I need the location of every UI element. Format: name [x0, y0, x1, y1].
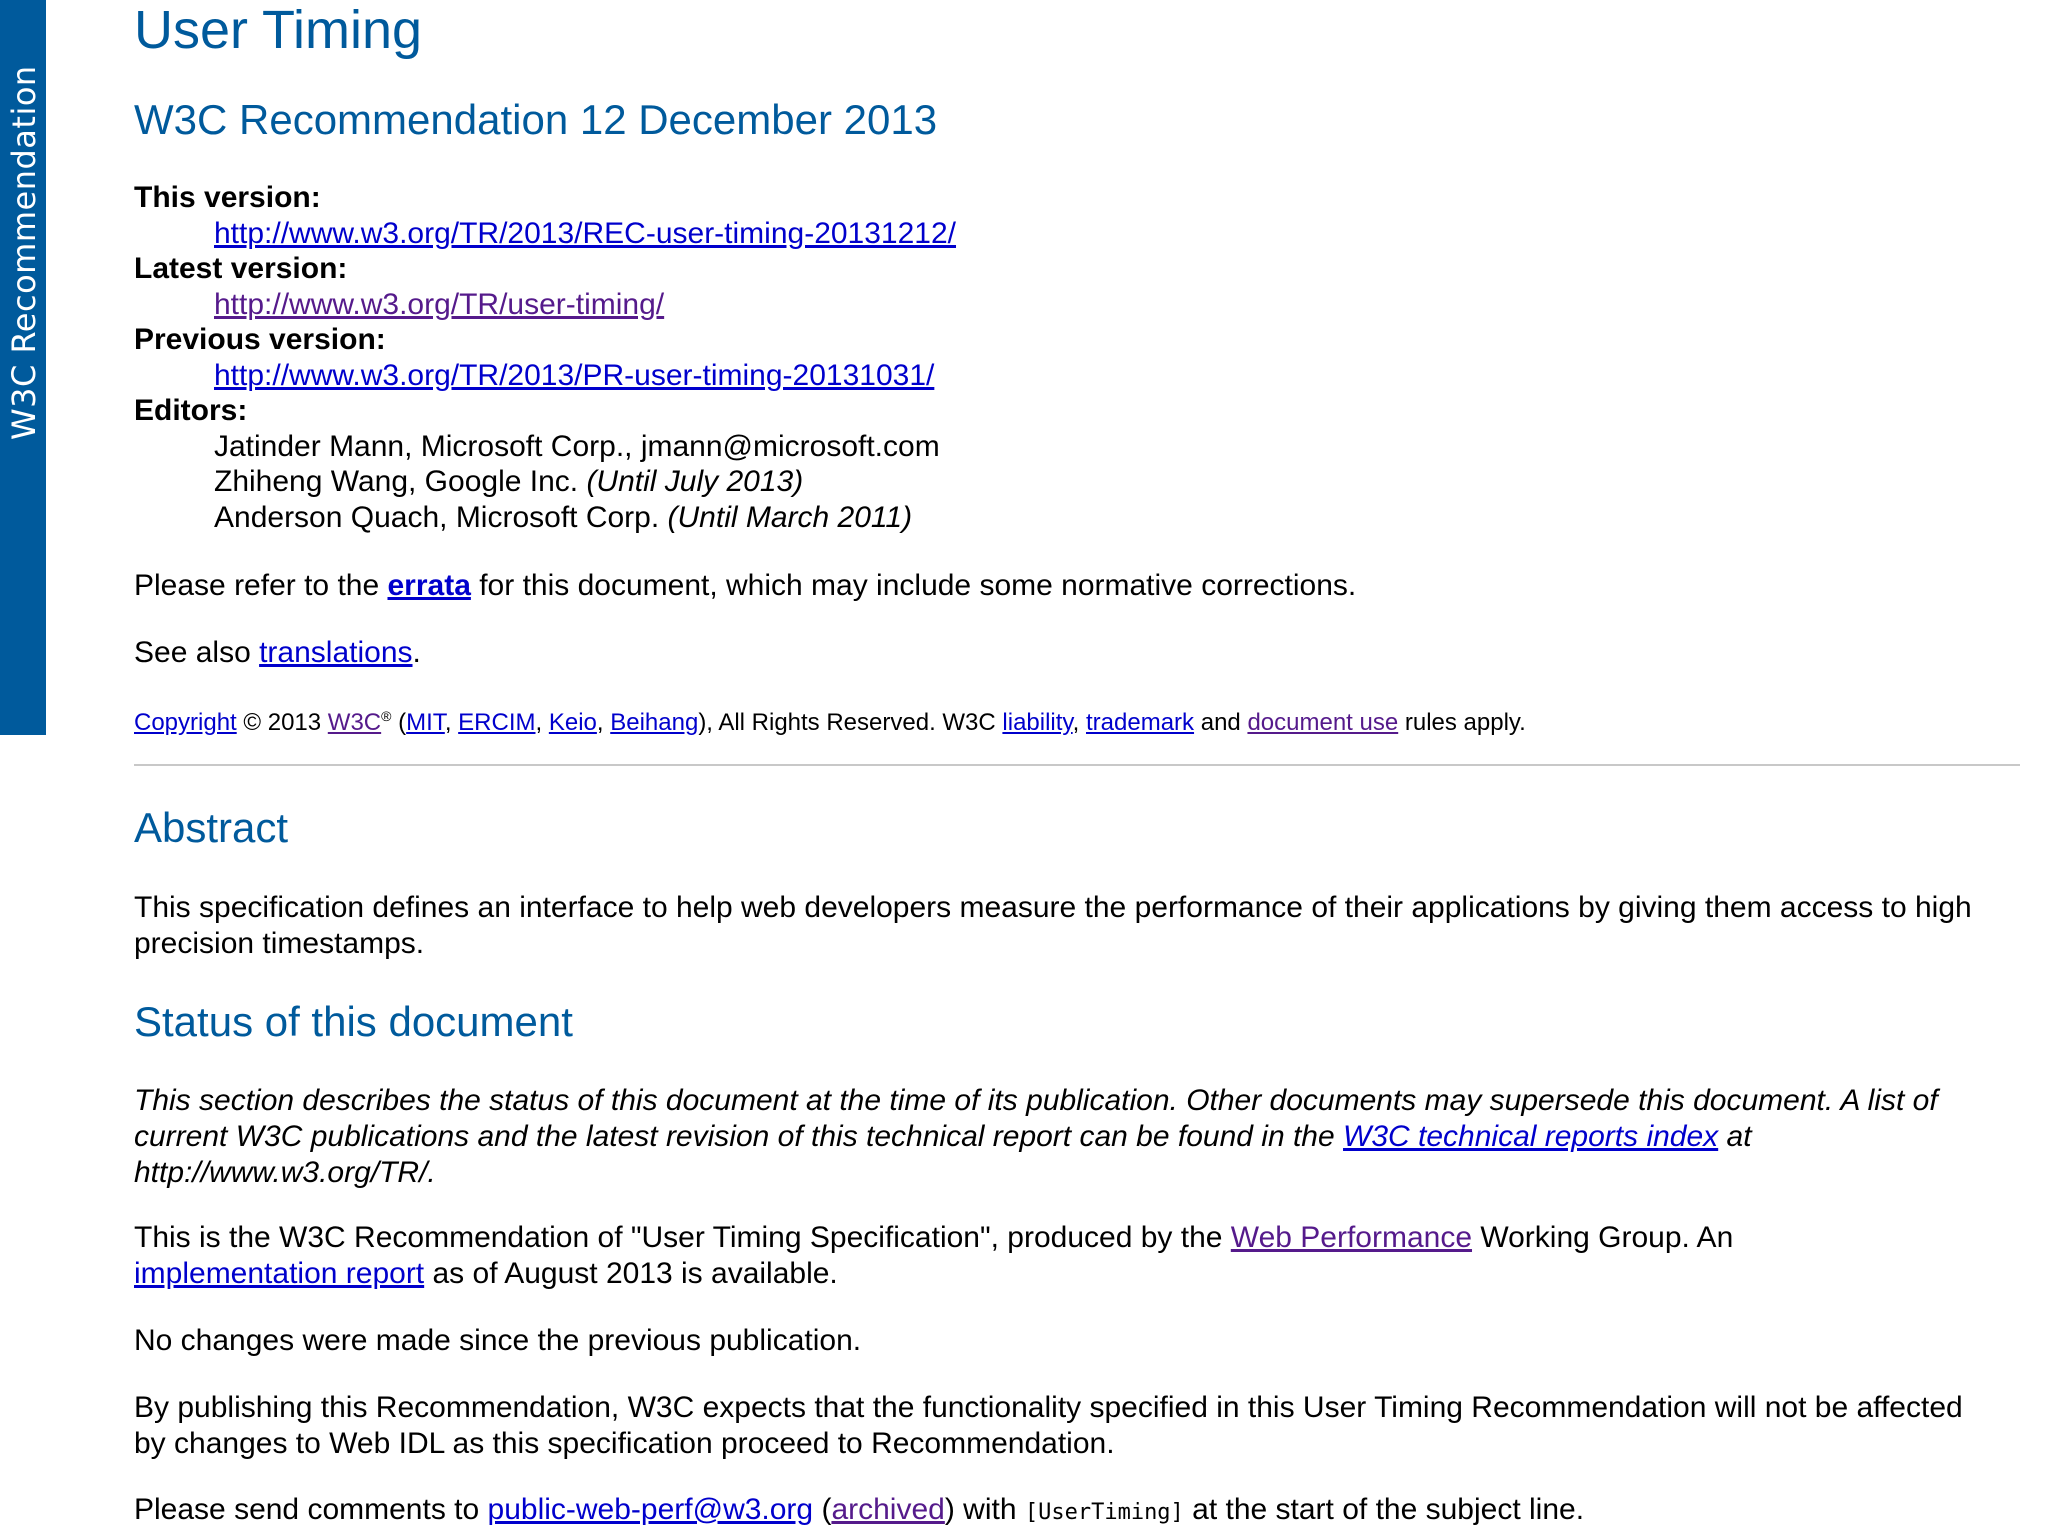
copyright-separator: , [596, 709, 611, 736]
comments-email-link[interactable]: public-web-perf@w3.org [487, 1493, 814, 1526]
latest-version-link[interactable]: http://www.w3.org/TR/user-timing/ [214, 287, 665, 321]
editor-name: Jatinder Mann, Microsoft Corp., jmann@microsoft.com [214, 429, 940, 463]
abstract-text: This specification defines an interface to help web developers measure the performance of their applications by giving them access to high precision timestamps. [134, 891, 1972, 960]
editor-item [214, 464, 1934, 500]
abstract-heading: Abstract [134, 804, 289, 851]
copyright-separator: , [444, 709, 459, 736]
section-divider [134, 764, 2020, 766]
comments-paren: ( [813, 1493, 832, 1526]
copyright-end-text: rules apply. [1398, 709, 1526, 736]
copyright-and-text: and [1194, 709, 1248, 736]
mit-link[interactable]: MIT [406, 709, 445, 736]
subject-tag-code: [UserTiming] [1024, 1500, 1184, 1525]
status-intro-paragraph [134, 1083, 2014, 1191]
comments-text-middle: ) with [944, 1493, 1025, 1526]
beihang-link[interactable]: Beihang [610, 709, 699, 736]
recommendation-paragraph [134, 1220, 1934, 1292]
comments-text-after: at the start of the subject line. [1183, 1493, 1585, 1526]
w3c-link[interactable]: W3C [327, 709, 382, 736]
latest-version-label: Latest version: [134, 252, 348, 285]
document-subtitle: W3C Recommendation 12 December 2013 [134, 96, 938, 143]
editor-note: (Until July 2013) [586, 465, 804, 498]
copyright-rights-text: ), All Rights Reserved. W3C [698, 709, 1003, 736]
comments-text: Please send comments to [134, 1493, 488, 1526]
status-banner-label: W3C Recommendation [5, 65, 43, 440]
previous-version-link[interactable]: http://www.w3.org/TR/2013/PR-user-timing-20131031/ [214, 358, 935, 392]
errata-text-after: for this document, which may include some normative corrections. [470, 569, 1357, 602]
w3c-status-banner [0, 0, 46, 735]
no-changes-paragraph: No changes were made since the previous publication. [134, 1324, 862, 1357]
liability-link[interactable]: liability [1002, 709, 1073, 736]
keio-link[interactable]: Keio [548, 709, 597, 736]
copyright-separator: , [535, 709, 549, 736]
errata-paragraph [134, 568, 2014, 604]
copyright-separator: , [1072, 709, 1086, 736]
this-version-label: This version: [134, 181, 321, 214]
translations-paragraph [134, 635, 2014, 671]
errata-text-before: Please refer to the [134, 569, 388, 602]
translations-link[interactable]: translations [259, 636, 413, 669]
trademark-link[interactable]: trademark [1086, 709, 1195, 736]
editor-name: Anderson Quach, Microsoft Corp. [214, 500, 668, 534]
recommendation-text: This is the W3C Recommendation of "User Timing Specification", produced by the [134, 1221, 1231, 1254]
document-use-link[interactable]: document use [1247, 709, 1399, 736]
status-intro-text: This section describes the status of this document at the time of its publication. Other documents may supersede this document. A list of current W3C publications and the latest revision of this technical report can be found in the [134, 1084, 1938, 1153]
copyright-year: © 2013 [236, 709, 328, 736]
editor-name: Zhiheng Wang, Google Inc. [214, 465, 587, 498]
translations-text-after: . [412, 636, 421, 669]
this-version-link[interactable]: http://www.w3.org/TR/2013/REC-user-timing-20131212/ [214, 216, 957, 250]
errata-link[interactable]: errata [387, 569, 471, 602]
copyright-paren-open: ( [391, 709, 407, 736]
editors-label: Editors: [134, 394, 248, 427]
previous-version-label: Previous version: [134, 323, 386, 356]
editor-item [214, 429, 1934, 465]
publishing-paragraph: By publishing this Recommendation, W3C expects that the functionality specified in this User Timing Recommendation will not be affected by changes to Web IDL as this specification proceed to Recommendation. [134, 1391, 1963, 1460]
implementation-report-link[interactable]: implementation report [134, 1257, 425, 1290]
registered-mark: ® [381, 708, 392, 724]
ercim-link[interactable]: ERCIM [458, 709, 536, 736]
page-title: User Timing [134, 0, 423, 60]
translations-text-before: See also [134, 636, 260, 669]
tech-reports-index-link[interactable]: W3C technical reports index [1343, 1120, 1719, 1153]
archived-link[interactable]: archived [831, 1493, 945, 1526]
version-list [134, 180, 1934, 535]
status-intro-text-after: at http://www.w3.org/TR/. [134, 1120, 1752, 1189]
copyright-notice [134, 705, 1526, 741]
copyright-link[interactable]: Copyright [134, 709, 237, 736]
editor-note: (Until March 2011) [667, 500, 913, 534]
recommendation-text-after: as of August 2013 is available. [424, 1257, 838, 1290]
status-heading: Status of this document [134, 998, 573, 1045]
web-performance-link[interactable]: Web Performance [1230, 1221, 1473, 1254]
recommendation-text-middle: Working Group. An [1472, 1221, 1734, 1254]
comments-paragraph [134, 1492, 2014, 1531]
editor-item [214, 500, 1934, 536]
